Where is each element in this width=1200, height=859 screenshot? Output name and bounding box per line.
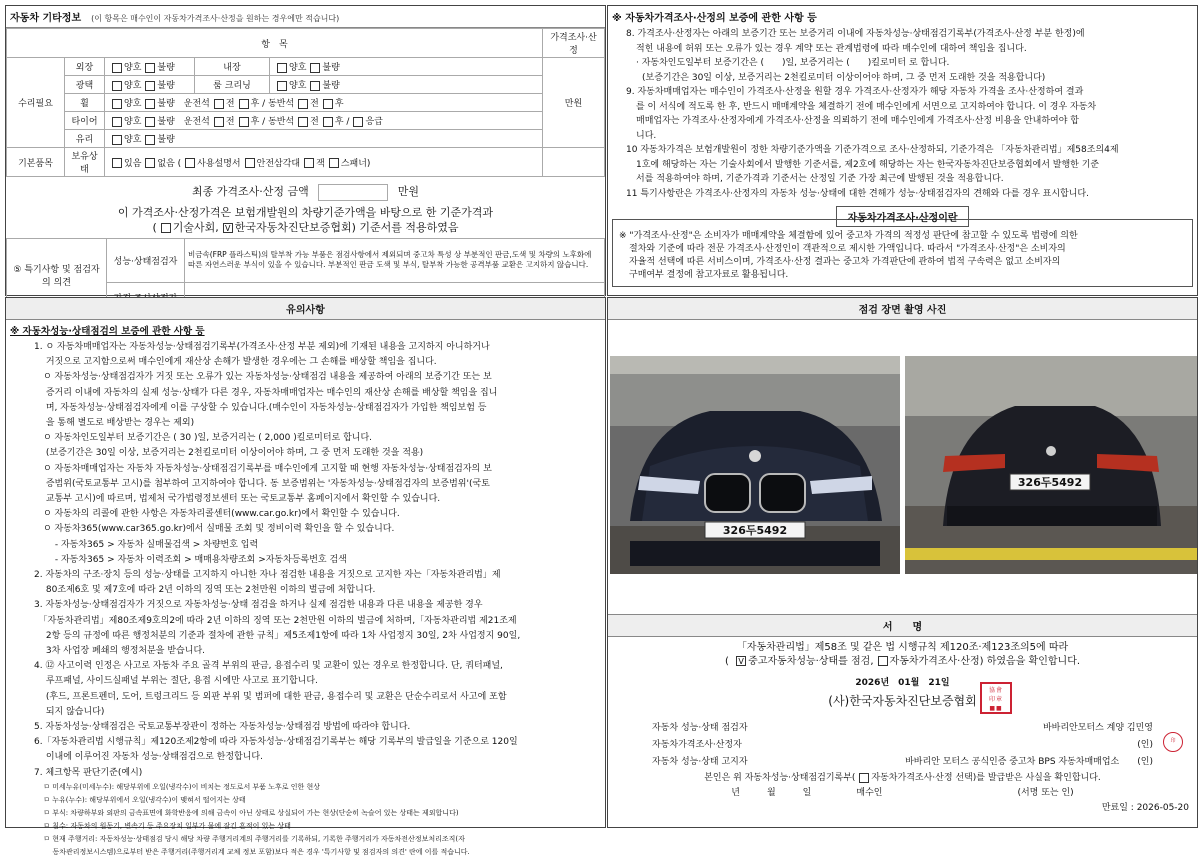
note-line: 며, 자동차성능·상태점검자에게 이를 구상할 수 있습니다.(매수인이 자동차성능·상태점검자가 가입한 책임보험 등 [34,402,487,413]
checkbox[interactable] [878,656,888,666]
checkbox[interactable] [323,99,333,109]
issuing-organization: (사)한국자동차진단보증협회 [828,694,977,708]
checkbox[interactable] [145,99,155,109]
photo-header: 점검 장면 촬영 사진 [608,298,1197,320]
basis-text: 이 가격조사·산정가격은 보험개발원의 차량기준가액을 바탕으로 한 기준가격과 [117,205,494,219]
checkbox[interactable] [310,81,320,91]
criteria-line: ㅁ 현재 주행거리: 자동차성능·상태점검 당시 해당 차량 주행거리계의 주행거리를 기록하되, 기록한 주행거리가 자동차전산정보처리조직(자 [34,834,465,843]
appraisal-table: 항 목 가격조사·산정 수리필요 외장 양호 불량 내장 양호 불량 만원 광택 양호 불량 룸 크리닝 양호 불량 휠 양호 불량 운전석 전 후 / 동반석 전 후 타이어 양호 불량 운전석 전 후 / 동반석 전 후 / 응급 유리 양호 불량 기본품목 보유상태 있음 없음 ( 사용설명서 안전삼각대 잭 스패너) [6,28,605,177]
final-price-field[interactable] [318,184,388,201]
note-line: 교통부 고시)에 따르며, 법제처 국가법령정보센터 또는 국토교통부 홈페이지에서 확인할 수 있습니다. [34,494,441,505]
checkbox[interactable] [353,117,363,127]
section-title: 자동차 기타정보 (이 항목은 매수인이 자동차가격조사·산정을 원하는 경우에만 적습니다) [6,6,605,28]
criteria-list [6,781,605,859]
note-line: ㅇ 자동차의 리콜에 관한 사항은 자동차리콜센터(www.car.go.kr)에서 확인할 수 있습니다. [34,509,400,520]
note-line: (후드, 프론트펜더, 도어, 트렁크리드 등 외판 부위 및 범퍼에 대한 판금, 용접수리 및 교환은 단순수리로서 사고에 포함 [34,691,507,702]
note-line: 증거리 이내에 자동차의 실제 성능·상태가 다른 경우, 자동차매매업자는 매수인의 재산상 손해를 배상할 책임을 집니 [34,387,498,398]
note-line: ㅇ 자동차성능·상태점검자가 거짓 또는 오류가 있는 자동차성능·상태점검 내용을 제공하여 아래의 보증기간 또는 보 [34,372,492,383]
checkbox-checked[interactable]: V [223,223,233,233]
checkbox[interactable] [323,117,333,127]
final-price-row: 최종 가격조사·산정 금액 만원 [6,177,605,205]
note-line: 1. ㅇ 자동차매매업자는 자동차성능·상태점검기록부(가격조사·산정 부분 제외)에 기재된 내용을 고지하지 아니하거나 [34,342,490,352]
checkbox[interactable] [112,158,122,168]
criteria-line: ㅁ 부식: 차량하부와 외판의 금속표면에 화학반응에 의해 금속이 아닌 상태로 상실되어 가는 현상(단순히 녹슬어 있는 상태는 제외합니다) [34,808,459,817]
note-line: 5. 자동차성능·상태점검은 국토교통부장관이 정하는 자동차성능·상태점검 방법에 따라야 합니다. [34,722,411,733]
checkbox[interactable] [298,117,308,127]
checkbox[interactable] [277,63,287,73]
checkbox-checked[interactable]: V [736,656,746,666]
checkbox[interactable] [239,117,249,127]
note-line: 80조제6호 및 제7호에 따라 2년 이하의 징역 또는 2천만원 이하의 벌금에 처합니다. [34,585,376,596]
checkbox[interactable] [239,99,249,109]
checkbox[interactable] [112,99,122,109]
rear-inspection-photo [905,356,1197,574]
note-line: 2항 등의 규정에 따른 행정처분의 기준과 절차에 관한 규칙」제5조제1항에 따라 1차 사업정지 30일, 2차 사업정지 90일, [34,630,521,641]
section-title: ※ 자동차가격조사·산정의 보증에 관한 사항 등 [612,13,817,24]
note-line: 7. 체크항목 판단기준(예시) [34,767,143,778]
organization-seal-icon: 協會 印章 ■■ [980,682,1012,714]
checkbox[interactable] [304,158,314,168]
checkbox[interactable] [161,223,171,233]
note-line: 4. ⑫ 사고이력 인정은 사고로 자동차 주요 골격 부위의 판금, 용접수리 및 교환이 있는 경우로 한정합니다. 단, 쿼터패널, [34,661,503,672]
criteria-line: 동차관리정보시스템)으로부터 받은 주행거리(주행거리계 교체 정보 포함)보다 적은 경우 '특기사항 및 점검자의 의견' 란에 이를 적습니다. [34,847,470,856]
definition-box: ※ "가격조사·산정"은 소비자가 매매계약을 체결함에 있어 중고차 가격의 적정성 판단에 참고할 수 있도록 법령에 의한 절차와 기준에 따라 전문 가격조사·산정인이 객관적으로 제시한 가액입니다. 따라서 "가격조사·산정"은 소비자의 자율적 선택에 따른 서비스이며, 가격조사·산정 결과는 중고차 가격판단에 관하여 법적 구속력은 없고 소비자의 구매여부 결정에 참고자료로 활용됩니다. [612,219,1193,287]
note-line: - 자동차365 > 자동차 실매물검색 > 차량번호 입력 [34,539,259,550]
checkbox[interactable] [214,117,224,127]
buyer-signature-line: 년 월 일 매수인 (서명 또는 인) [731,788,1074,798]
note-line: 이내에 이루어진 자동차 성능·상태점검으로 한정합니다. [34,752,263,763]
checkbox[interactable] [145,81,155,91]
note-line: ㅇ 자동차365(www.car365.go.kr)에서 실매물 조회 및 정비이력 확인을 할 수 있습니다. [34,524,395,535]
checkbox[interactable] [145,63,155,73]
section-header: 유의사항 [6,298,605,320]
note-line: 「자동차관리법」제80조제9호의2에 따라 2년 이하의 징역 또는 2천만원 이하의 벌금에 처하며,「자동차관리법 제21조제 [34,615,517,626]
checkbox[interactable] [214,99,224,109]
note-line: 루프패널, 사이드실패널 부위는 절단, 용접 시에만 사고로 표기합니다. [34,676,318,687]
definition-box-title: 자동차가격조사·산정이란 [836,206,968,227]
checkbox[interactable] [859,773,869,783]
checkbox[interactable] [277,81,287,91]
checkbox[interactable] [298,99,308,109]
front-inspection-photo [610,356,900,574]
checkbox[interactable] [310,63,320,73]
note-line: ㅇ 자동차매매업자는 자동차 자동차성능·상태점검기록부를 매수인에게 고지할 때 현행 자동차성능·상태점검자의 보 [34,463,492,474]
license-plate-front: 326두5492 [722,524,788,537]
price-guarantee-section [607,5,1198,296]
guarantee-items: 8. 가격조사·산정자는 아래의 보증기간 또는 보증거리 이내에 자동차성능·상태점검기록부(가격조사·산정 부분 한정)에 적힌 내용에 허위 또는 오류가 있는 경우 계약 또는 관계법령에 따라 매수인에 대하여 책임을 집니다. · 자동차인도일부터 보증기간은 ( )일, 보증거리는 ( )킬로미터 로 합니다. (보증기간은 30일 이상, 보증거리는 2천킬로미터 이상이어야 하며, 그 중 먼저 도래한 것을 적용합니다) 9. 자동차매매업자는 매수인이 가격조사·산정을 원할 경우 가격조사·산정자가 해당 자동차 가격을 조사·산정하여 결과 를 이 서식에 적도록 한 후, 반드시 매매계약을 체결하기 전에 매수인에게 서면으로 고지하여야 합니다. 이 경우 자동차 매매업자는 가격조사·산정자에게 가격조사·산정을 의뢰하기 전에 매수인에게 가격조사·산정 비용을 안내하여야 합 니다. 10 자동차가격은 보험개발원이 정한 차량기준가액을 기준가격으로 조사·산정하되, 기준가격은 「자동차관리법」제58조의4제 1호에 해당하는 자는 기술사회에서 발행한 기준서를, 제2호에 해당하는 자는 한국자동차진단보증협회에서 발행한 기준 서를 적용하여야 하며, 기준가격과 기준서는 산정일 기준 가장 최근에 발행된 것을 적용합니다. 11 특기사항란은 가격조사·산정자의 자동차 성능·상태에 대한 견해가 성능·상태점검자의 견해와 다를 경우 표시합니다. [626,29,1119,199]
checkbox[interactable] [112,135,122,145]
note-line: 증범위(국토교통부 고시)를 첨부하여 고지하여야 합니다. 동 보증범위는 '자동차성능·상태점검자의 보증범위'(국토 [34,478,490,489]
issue-date: 2026년 01월 21일 [855,678,950,688]
note-line: 되지 않습니다) [34,706,105,717]
criteria-line: ㅁ 미세누유(미세누수): 해당부위에 오일(냉각수)이 비치는 정도로서 부품 노후로 인한 현상 [34,782,320,791]
criteria-line: ㅁ 침수: 자동차의 원동기, 변속기 등 주요장치 일부가 물에 잠긴 흔적이 있는 상태 [34,821,291,830]
note-line: ㅇ 자동차인도일부터 보증기간은 ( 30 )일, 보증거리는 ( 2,000 )킬로미터로 합니다. [34,433,373,444]
criteria-line: ㅁ 누유(누수): 해당부위에서 오일(냉각수)이 맺혀서 떨어지는 상태 [34,795,246,804]
signature-header: 서 명 [608,614,1197,637]
checkbox[interactable] [145,135,155,145]
note-line: 2. 자동차의 구조·장치 등의 성능·상태를 고지하지 아니한 자나 점검한 내용을 거짓으로 고지한 자는「자동차관리법」제 [34,570,501,581]
note-line: 3. 자동차성능·상태점검자가 거짓으로 자동차성능·상태 점검을 하거나 실제 점검한 내용과 다른 내용을 제공한 경우 [34,600,483,611]
checkbox[interactable] [245,158,255,168]
checkbox[interactable] [185,158,195,168]
checkbox[interactable] [112,117,122,127]
note-line: - 자동차365 > 자동차 이력조회 > 매매용차량조회 >자동차등록번호 검색 [34,554,347,565]
signature-area: 서 명 「자동차관리법」제58조 및 같은 법 시행규칙 제120조·제123조의5에 따라 ( V 중고자동차성능·상태를 점검, 자동차가격조사·산정) 하였음을 확인합니다. 2026년 01월 21일 (사)한국자동차진단보증협회 協會 印章 ■■ 자동차 성능·상태 점검자 바바리안모터스 계양 김민영 印 자동차가격조사·산정자 (인) 자동차 성능·상태 고지자 바바리안 모터스 공식인증 중고차 BPS 자동차매매업소 (인) 본인은 위 자동차성능·상태점검기록부( 자동차가격조사·산정 선택)를 발급받은 사실을 확인합니다. 년 월 일 매수인 (서명 또는 인) 만료일 : 2026-05-20 [608,614,1197,815]
expiry-date: 만료일 : 2026-05-20 [1101,803,1189,813]
note-line: 을 통해 별도로 배상받는 경우는 제외) [34,418,195,429]
note-line: (보증기간은 30일 이상, 보증거리는 2천킬로미터 이상이어야 하며, 그 중 먼저 도래한 것을 적용) [34,448,424,459]
license-plate-rear: 326두5492 [1017,476,1083,489]
notes-section [5,297,606,856]
basis-standard: ( 기술사회, V 한국자동차진단보증협회) 기준서를 적용하였음 [152,220,459,234]
checkbox[interactable] [112,81,122,91]
notes-title: ※ 자동차성능·상태점검의 보증에 관한 사항 등 [10,326,205,337]
checkbox[interactable] [145,158,155,168]
photo-signature-section [607,297,1198,828]
note-line: 3차 사업장 폐쇄의 행정처분을 받습니다. [34,646,205,657]
notes-list [6,340,605,781]
note-line: 6.「자동차관리법 시행규칙」제120조제2항에 따라 자동차성능·상태점검기록부는 해당 기록부의 발급일을 기준으로 120일 [34,737,518,748]
checkbox[interactable] [112,63,122,73]
vehicle-other-info-section [5,5,606,296]
checkbox[interactable] [145,117,155,127]
note-line: 거짓으로 고지함으로써 매수인에게 재산상 손해가 발생한 경우에는 그 손해를 배상할 책임을 집니다. [34,357,437,368]
checkbox[interactable] [329,158,339,168]
opinion-table: ⑤ 특기사항 및 점검자의 의견 성능·상태점검자 비금속(FRP 플라스틱)의 탈부착 가능 부품은 점검사항에서 제외되며 중고차 특성 상 부분적인 판금,도색 및 차량의 노후화에 따른 자연스러운 부식이 있을 수 있습니다. 부분적인 판금 도색 및 부식, 탈부착 가능한 공격부품 교환은 고지하지 않습니다. [6,238,605,313]
inspector-seal-icon: 印 [1163,732,1183,752]
